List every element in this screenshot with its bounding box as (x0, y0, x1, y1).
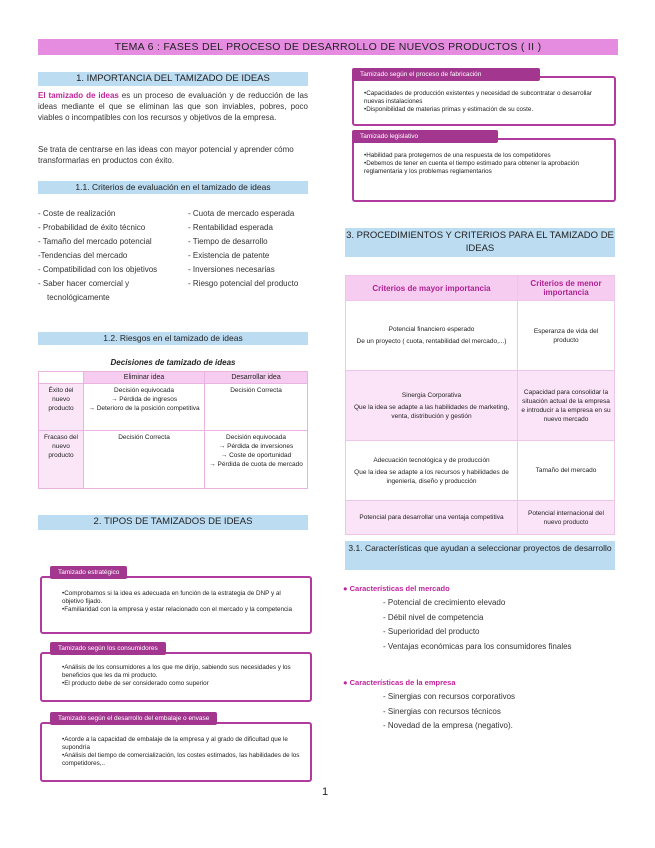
criterion: - Cuota de mercado esperada (188, 209, 295, 218)
arrow-right-icon: → (209, 461, 216, 468)
criteria-cell (346, 441, 518, 501)
criterion: - Existencia de patente (188, 251, 270, 260)
criteria-right-list (188, 207, 313, 291)
section-1-heading: 1. IMPORTANCIA DEL TAMIZADO DE IDEAS (38, 72, 308, 86)
cell-desc: Que la idea se adapte a las habilidades de marketing, venta, distribución y gestión (353, 403, 510, 420)
arrow-item (87, 395, 201, 404)
col-menor: Criterios de menor importancia (518, 276, 615, 301)
cell-exito-eliminar (84, 384, 205, 431)
box-bullets (62, 590, 302, 614)
bullet: •Habilidad para protegernos de una respuesta de los competidores (364, 152, 551, 159)
criterion: - Inversiones necesarias (188, 265, 275, 274)
criterion: - Rentabilidad esperada (188, 223, 273, 232)
bullet: •Análisis de los consumidores a los que me dirijo, sabiendo sus necesidades y los beneficios que les da mi producto. (62, 664, 291, 679)
cell-exito-desarrollar: Decisión Correcta (205, 384, 308, 431)
cell-head: Decisión equivocada (114, 387, 175, 394)
bullet: •Acorde a la capacidad de embalaje de la empresa y al grado de dificultad que le supondría (62, 736, 288, 751)
arrow-item (208, 460, 304, 469)
box-tag: Tamizado según el desarrollo del embalaje o envase (50, 712, 217, 725)
criterion: - Coste de realización (38, 209, 116, 218)
criterion: -Tendencias del mercado (38, 251, 128, 260)
page-number: 1 (322, 786, 329, 798)
list-item: - Novedad de la empresa (negativo). (383, 721, 513, 730)
row-fracaso-label: Fracaso del nuevo producto (39, 431, 84, 489)
cell-title: Potencial financiero esperado (388, 326, 475, 333)
item-text: Pérdida de inversiones (227, 443, 294, 450)
screening-box-consumers (40, 645, 312, 702)
risk-table-title: Decisiones de tamizado de ideas (110, 358, 236, 367)
cell-head: Decisión equivocada (226, 434, 287, 441)
col-desarrollar: Desarrollar idea (205, 372, 308, 384)
criteria-cell: Capacidad para consolidar la situación actual de la empresa e introducir a la empresa en su nuevo mercado (518, 371, 615, 441)
box-tag: Tamizado estratégico (50, 566, 127, 579)
list-item: - Ventajas económicas para los consumidores finales (383, 641, 572, 651)
criterion: tecnológicamente (47, 293, 110, 302)
empty-header (39, 372, 84, 384)
arrow-right-icon: → (220, 452, 228, 459)
row-exito-label: Éxito del nuevo producto (39, 384, 84, 431)
list-item: - Potencial de crecimiento elevado (383, 598, 506, 607)
criteria-table (345, 275, 615, 535)
list-item: - Superioridad del producto (383, 627, 480, 636)
criteria-cell: Potencial internacional del nuevo producto (518, 501, 615, 535)
criterion: - Tiempo de desarrollo (188, 237, 268, 246)
criterion: - Tamaño del mercado potencial (38, 237, 152, 246)
bullet: •Capacidades de producción existentes y necesidad de subcontratar o desarrollar nuevas instalaciones (364, 90, 592, 105)
box-bullets (62, 664, 302, 688)
box-bullets (364, 152, 604, 176)
screening-box-packaging (40, 715, 312, 782)
screening-box-legislative (352, 133, 616, 202)
box-tag: Tamizado según los consumidores (50, 642, 166, 655)
criteria-cell: Tamaño del mercado (518, 441, 615, 501)
screening-box-manufacturing (352, 71, 616, 126)
term-highlight: El tamizado de ideas (38, 91, 119, 100)
criterion: - Saber hacer comercial y (38, 279, 130, 288)
list-item: - Sinergias con recursos técnicos (383, 706, 501, 716)
paragraph-text: es un proceso de evaluación y de reducción de las ideas mediante el que se eliminan las que son inviables, pobres, poco viables o incompatibles con los recursos y objetivos de la empresa. (38, 91, 308, 122)
market-heading: ● Características del mercado (343, 584, 450, 593)
box-tag: Tamizado legislativo (352, 130, 498, 143)
screening-box-strategic (40, 569, 312, 634)
company-heading: ● Características de la empresa (343, 678, 456, 687)
cell-title: Sinergia Corporativa (401, 391, 462, 399)
criterion: - Compatibilidad con los objetivos (38, 265, 158, 274)
section-1-1-heading: 1.1. Criterios de evaluación en el tamizado de ideas (38, 181, 308, 194)
criteria-cell: Potencial para desarrollar una ventaja competitiva (346, 501, 518, 535)
item-text: Pérdida de cuota de mercado (217, 461, 303, 468)
arrow-right-icon: → (110, 396, 118, 403)
col-eliminar: Eliminar idea (84, 372, 205, 384)
col-mayor: Criterios de mayor importancia (346, 276, 518, 301)
section-1-paragraph-2: Se trata de centrarse en las ideas con mayor potencial y aprender cómo transformarlas en productos con éxito. (38, 145, 294, 165)
cell-desc: Que la idea se adapte a los recursos y habilidades de ingeniería, diseño y producción (354, 468, 509, 485)
section-3-1-heading: 3.1. Características que ayudan a seleccionar proyectos de desarrollo (345, 541, 615, 570)
criteria-left-list (38, 207, 188, 305)
criteria-cell: Esperanza de vida del producto (518, 301, 615, 371)
bullet: •Análisis del tiempo de comercialización, los costes estimados, las habilidades de los competidores,.. (62, 752, 300, 767)
risk-table (38, 371, 308, 489)
page-title: TEMA 6 : FASES DEL PROCESO DE DESARROLLO DE NUEVOS PRODUCTOS ( II ) (38, 39, 618, 55)
arrow-right-icon: → (218, 443, 226, 450)
bullet: •Debemos de tener en cuenta el tiempo estimado para obtener la aprobación reglamentaria y los problemas reglamentarios (364, 160, 580, 175)
cell-fracaso-desarrollar (205, 431, 308, 489)
item-text: Coste de oportunidad (229, 452, 292, 459)
cell-desc: De un proyecto ( cuota, rentabilidad del mercado,...) (356, 338, 507, 345)
arrow-item (87, 404, 201, 413)
cell-fracaso-eliminar: Decisión Correcta (84, 431, 205, 489)
list-item: - Débil nivel de competencia (383, 612, 484, 622)
market-list (383, 596, 623, 654)
company-list (383, 690, 623, 734)
criterion: - Probabilidad de éxito técnico (38, 223, 146, 232)
section-1-paragraph-1 (38, 90, 308, 123)
item-text: Pérdida de ingresos (119, 396, 178, 403)
arrow-item (208, 451, 304, 460)
section-2-heading: 2. TIPOS DE TAMIZADOS DE IDEAS (38, 515, 308, 530)
criteria-cell (346, 301, 518, 371)
criteria-cell (346, 371, 518, 441)
bullet: •Familiaridad con la empresa y estar relacionado con el mercado y la competencia (62, 606, 293, 613)
arrow-right-icon: → (88, 405, 95, 412)
box-tag: Tamizado según el proceso de fabricación (352, 68, 540, 81)
criterion: - Riesgo potencial del producto (188, 279, 299, 288)
box-bullets (364, 90, 609, 114)
bullet: •Comprobamos si la idea es adecuada en función de la estrategia de DNP y al objetivo fijado. (62, 590, 281, 605)
box-bullets (62, 736, 302, 768)
bullet: •Disponibilidad de materias primas y estimación de su coste. (364, 106, 534, 113)
item-text: Deterioro de la posición competitiva (96, 405, 200, 412)
section-3-heading: 3. PROCEDIMIENTOS Y CRITERIOS PARA EL TAMIZADO DE IDEAS (345, 228, 615, 257)
section-1-2-heading: 1.2. Riesgos en el tamizado de ideas (38, 332, 308, 345)
cell-title: Adecuación tecnológica y de producción (373, 456, 490, 464)
bullet: •El producto debe de ser considerado como superior (62, 680, 209, 687)
list-item: - Sinergias con recursos corporativos (383, 692, 516, 701)
arrow-item (208, 442, 304, 451)
